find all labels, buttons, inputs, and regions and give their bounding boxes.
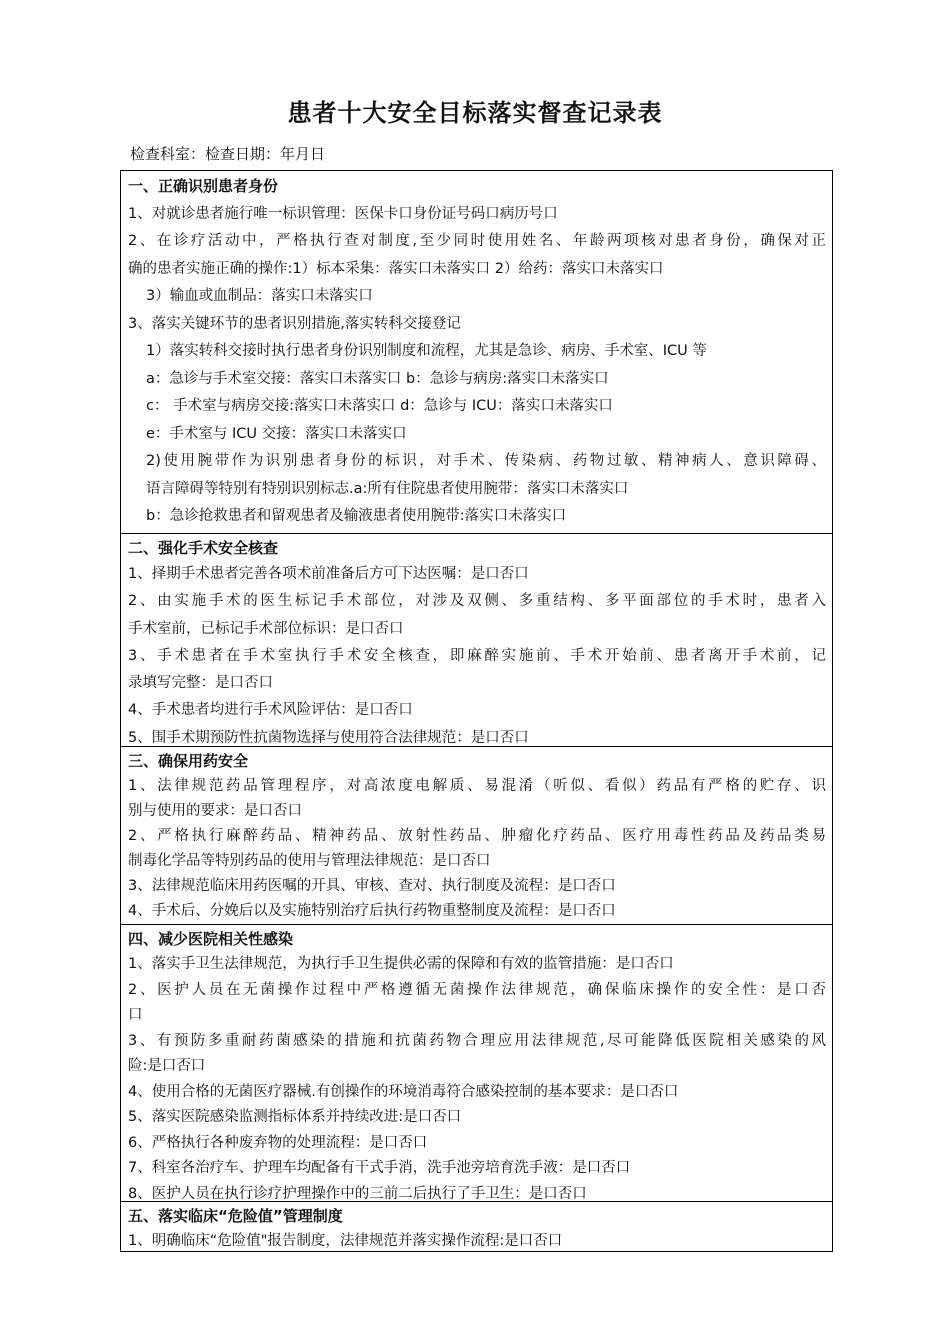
inspection-meta: 检查科室：检查日期：年月日 xyxy=(130,145,326,163)
item-line: 4、手术患者均进行手术风险评估：是口否口 xyxy=(128,702,413,719)
item-line: e：手术室与 ICU 交接：落实口未落实口 xyxy=(146,425,407,442)
item-line: 1、落实手卫生法律规范，为执行手卫生提供必需的保障和有效的监管措施：是口否口 xyxy=(128,956,674,972)
item-line: 3、手术患者在手术室执行手术安全核查，即麻醉实施前、手术开始前、患者离开手术前，记 xyxy=(128,647,826,664)
section-medication-safety xyxy=(121,746,832,924)
item-line: 8、医护人员在执行诊疗护理操作中的三前二后执行了手卫生：是口否口 xyxy=(128,1185,587,1202)
section-heading: 二、强化手术安全核查 xyxy=(128,539,279,557)
item-line: 险:是口否口 xyxy=(128,1058,206,1074)
section-heading: 三、确保用药安全 xyxy=(128,752,249,770)
item-line: 录填写完整：是口否口 xyxy=(128,675,273,692)
section-surgical-safety xyxy=(121,533,832,746)
item-line: 5、围手术期预防性抗菌物选择与使用符合法律规范：是口否口 xyxy=(128,729,529,746)
section-patient-identification xyxy=(121,171,832,533)
item-line: 手术室前，已标记手术部位标识：是口否口 xyxy=(128,620,404,637)
section-critical-values xyxy=(121,1201,832,1251)
item-line: 口 xyxy=(128,1007,143,1023)
item-line: 2、由实施手术的医生标记手术部位，对涉及双侧、多重结构、多平面部位的手术时，患者入 xyxy=(128,593,826,610)
item-line: 2、严格执行麻醉药品、精神药品、放射性药品、肿瘤化疗药品、医疗用毒性药品及药品类易 xyxy=(128,828,826,844)
item-line: 4、使用合格的无菌医疗器械.有创操作的环境消毒符合感染控制的基本要求：是口否口 xyxy=(128,1083,679,1100)
item-line: a：急诊与手术室交接：落实口未落实口 b：急诊与病房:落实口未落实口 xyxy=(146,370,609,387)
item-line: 1）落实转科交接时执行患者身份识别制度和流程，尤其是急诊、病房、手术室、ICU 等 xyxy=(146,343,707,359)
item-line: c： 手术室与病房交接:落实口未落实口 d：急诊与 ICU：落实口未落实口 xyxy=(146,398,613,414)
section-heading: 五、落实临床“危险值”管理制度 xyxy=(128,1207,343,1225)
item-line: 3、落实关键环节的患者识别措施,落实转科交接登记 xyxy=(128,315,461,332)
section-heading: 四、减少医院相关性感染 xyxy=(128,930,294,948)
item-line: 3、法律规范临床用药医嘱的开具、审核、查对、执行制度及流程：是口否口 xyxy=(128,878,616,894)
item-line: 制毒化学品等特别药品的使用与管理法律规范：是口否口 xyxy=(128,853,491,869)
item-line: 2、在诊疗活动中，严格执行查对制度,至少同时使用姓名、年龄两项核对患者身份，确保对正 xyxy=(128,233,826,249)
item-line: 2)使用腕带作为识别患者身份的标识，对手术、传染病、药物过敏、精神病人、意识障碍、 xyxy=(146,453,826,469)
document-title: 患者十大安全目标落实督查记录表 xyxy=(287,99,663,127)
record-table xyxy=(120,170,833,1252)
section-heading: 一、正确识别患者身份 xyxy=(128,177,279,195)
item-line: 1、择期手术患者完善各项术前准备后方可下达医嘱：是口否口 xyxy=(128,566,529,582)
item-line: 3、有预防多重耐药菌感染的措施和抗菌药物合理应用法律规范,尽可能降低医院相关感染的风 xyxy=(128,1032,826,1049)
item-line: 1、法律规范药品管理程序，对高浓度电解质、易混淆（听似、看似）药品有严格的贮存、识 xyxy=(128,778,826,794)
item-line: 语言障碍等特别有特别识别标志.a:所有住院患者使用腕带：落实口未落实口 xyxy=(146,480,629,497)
item-line: 1、对就诊患者施行唯一标识管理：医保卡口身份证号码口病历号口 xyxy=(128,205,558,222)
item-line: 确的患者实施正确的操作:1）标本采集：落实口未落实口 2）给药：落实口未落实口 xyxy=(128,260,664,277)
item-line: 6、严格执行各种废弃物的处理流程：是口否口 xyxy=(128,1134,428,1151)
item-line: 2、医护人员在无菌操作过程中严格遵循无菌操作法律规范，确保临床操作的安全性：是口否 xyxy=(128,981,826,998)
item-line: 4、手术后、分娩后以及实施特别治疗后执行药物重整制度及流程：是口否口 xyxy=(128,903,616,919)
item-line: 3）输血或血制品：落实口未落实口 xyxy=(146,288,373,304)
item-line: 5、落实医院感染监测指标体系并持续改进:是口否口 xyxy=(128,1109,462,1125)
section-infection-control xyxy=(121,924,832,1201)
item-line: b：急诊抢救患者和留观患者及输液患者使用腕带:落实口未落实口 xyxy=(146,508,567,524)
item-line: 7、科室各治疗车、护理车均配备有干式手消，洗手池旁培育洗手液：是口否口 xyxy=(128,1160,631,1176)
item-line: 1、明确临床“危险值"报告制度，法律规范并落实操作流程:是口否口 xyxy=(128,1233,563,1249)
item-line: 别与使用的要求：是口否口 xyxy=(128,803,302,819)
